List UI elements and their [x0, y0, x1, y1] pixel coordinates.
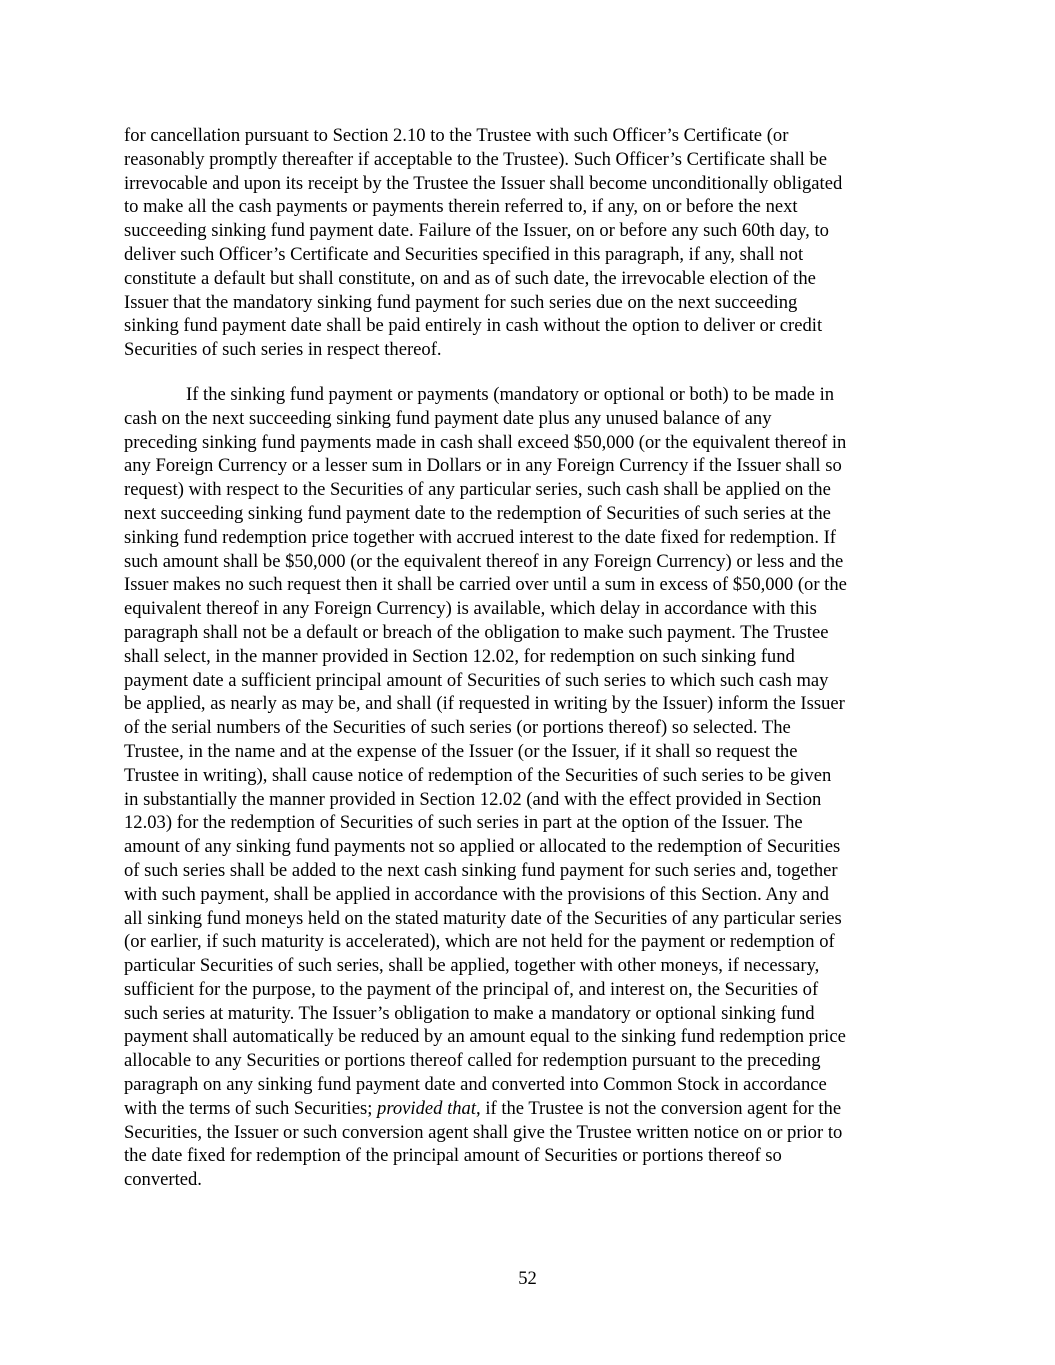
- page-number: 52: [518, 1268, 537, 1289]
- paragraph: [124, 383, 934, 1192]
- text-segment: with the terms of such Securities;: [124, 1097, 378, 1119]
- text-line: next succeeding sinking fund payment date to the redemption of Securities of such series at the: [124, 502, 831, 524]
- text-line: cash on the next succeeding sinking fund payment date plus any unused balance of any: [124, 407, 772, 429]
- text-line: such amount shall be $50,000 (or the equivalent thereof in any Foreign Currency) or less and the: [124, 550, 844, 572]
- text-line: the date fixed for redemption of the principal amount of Securities or portions thereof so: [124, 1145, 782, 1167]
- text-line: particular Securities of such series, shall be applied, together with other moneys, if necessary,: [124, 955, 820, 977]
- text-line: Securities, the Issuer or such conversion agent shall give the Trustee written notice on or prior to: [124, 1121, 843, 1143]
- text-line: paragraph shall not be a default or breach of the obligation to make such payment. The Trustee: [124, 621, 829, 643]
- text-line: reasonably promptly thereafter if acceptable to the Trustee). Such Officer’s Certificate shall be: [124, 148, 828, 170]
- text-line: of the serial numbers of the Securities of such series (or portions thereof) so selected. The: [124, 717, 791, 739]
- text-line: of such series shall be added to the next cash sinking fund payment for such series and, together: [124, 859, 838, 881]
- text-line: such series at maturity. The Issuer’s obligation to make a mandatory or optional sinking fund: [124, 1002, 815, 1024]
- text-line: shall select, in the manner provided in Section 12.02, for redemption on such sinking fund: [124, 645, 795, 667]
- text-line: converted.: [124, 1169, 202, 1191]
- text-segment: , if the Trustee is not the conversion agent for the: [476, 1097, 842, 1119]
- text-line: with such payment, shall be applied in accordance with the provisions of this Section. Any and: [124, 883, 829, 905]
- text-line: paragraph on any sinking fund payment date and converted into Common Stock in accordance: [124, 1074, 827, 1096]
- text-line: Trustee, in the name and at the expense of the Issuer (or the Issuer, if it shall so request the: [124, 740, 798, 762]
- text-line: be applied, as nearly as may be, and shall (if requested in writing by the Issuer) inform the Issuer: [124, 693, 845, 715]
- text-line: in substantially the manner provided in Section 12.02 (and with the effect provided in Section: [124, 788, 822, 810]
- paragraph-spacer: [124, 362, 934, 383]
- text-line: deliver such Officer’s Certificate and Securities specified in this paragraph, if any, shall not: [124, 243, 804, 265]
- body-text: [124, 124, 934, 1192]
- text-line: (or earlier, if such maturity is accelerated), which are not held for the payment or redemption of: [124, 931, 835, 953]
- text-line: Securities of such series in respect thereof.: [124, 339, 442, 361]
- text-line: If the sinking fund payment or payments (mandatory or optional or both) to be made in: [186, 383, 835, 405]
- text-line: preceding sinking fund payments made in cash shall exceed $50,000 (or the equivalent thereof in: [124, 431, 847, 453]
- text-line: Trustee in writing), shall cause notice of redemption of the Securities of such series to be given: [124, 764, 832, 786]
- text-line: sufficient for the purpose, to the payment of the principal of, and interest on, the Securities of: [124, 978, 819, 1000]
- text-line: sinking fund payment date shall be paid entirely in cash without the option to deliver or credit: [124, 315, 823, 337]
- text-line: amount of any sinking fund payments not so applied or allocated to the redemption of Securities: [124, 836, 841, 858]
- text-line: Issuer makes no such request then it shall be carried over until a sum in excess of $50,000 (or the: [124, 574, 847, 596]
- text-line: all sinking fund moneys held on the stated maturity date of the Securities of any particular series: [124, 907, 842, 929]
- italic-term: provided that: [377, 1097, 477, 1119]
- text-line: payment date a sufficient principal amount of Securities of such series to which such cash may: [124, 669, 829, 691]
- text-line: request) with respect to the Securities of any particular series, such cash shall be applied on the: [124, 479, 831, 501]
- text-line: any Foreign Currency or a lesser sum in Dollars or in any Foreign Currency if the Issuer shall so: [124, 455, 842, 477]
- text-line: irrevocable and upon its receipt by the Trustee the Issuer shall become unconditionally obligated: [124, 172, 843, 194]
- text-line: Issuer that the mandatory sinking fund payment for such series due on the next succeeding: [124, 291, 798, 313]
- text-line: payment shall automatically be reduced by an amount equal to the sinking fund redemption price: [124, 1026, 846, 1048]
- text-line: allocable to any Securities or portions thereof called for redemption pursuant to the preceding: [124, 1050, 821, 1072]
- text-line: constitute a default but shall constitute, on and as of such date, the irrevocable election of the: [124, 267, 816, 289]
- text-line: 12.03) for the redemption of Securities of such series in part at the option of the Issuer. The: [124, 812, 803, 834]
- text-line: to make all the cash payments or payments therein referred to, if any, on or before the next: [124, 196, 798, 218]
- text-line-with-italic: [124, 1097, 934, 1121]
- text-line: for cancellation pursuant to Section 2.10 to the Trustee with such Officer’s Certificate (or: [124, 125, 789, 146]
- text-line: equivalent thereof in any Foreign Currency) is available, which delay in accordance with this: [124, 598, 817, 620]
- paragraph: [124, 124, 934, 362]
- text-line: sinking fund redemption price together with accrued interest to the date fixed for redemption. If: [124, 526, 837, 548]
- text-line: succeeding sinking fund payment date. Failure of the Issuer, on or before any such 60th day, to: [124, 220, 829, 242]
